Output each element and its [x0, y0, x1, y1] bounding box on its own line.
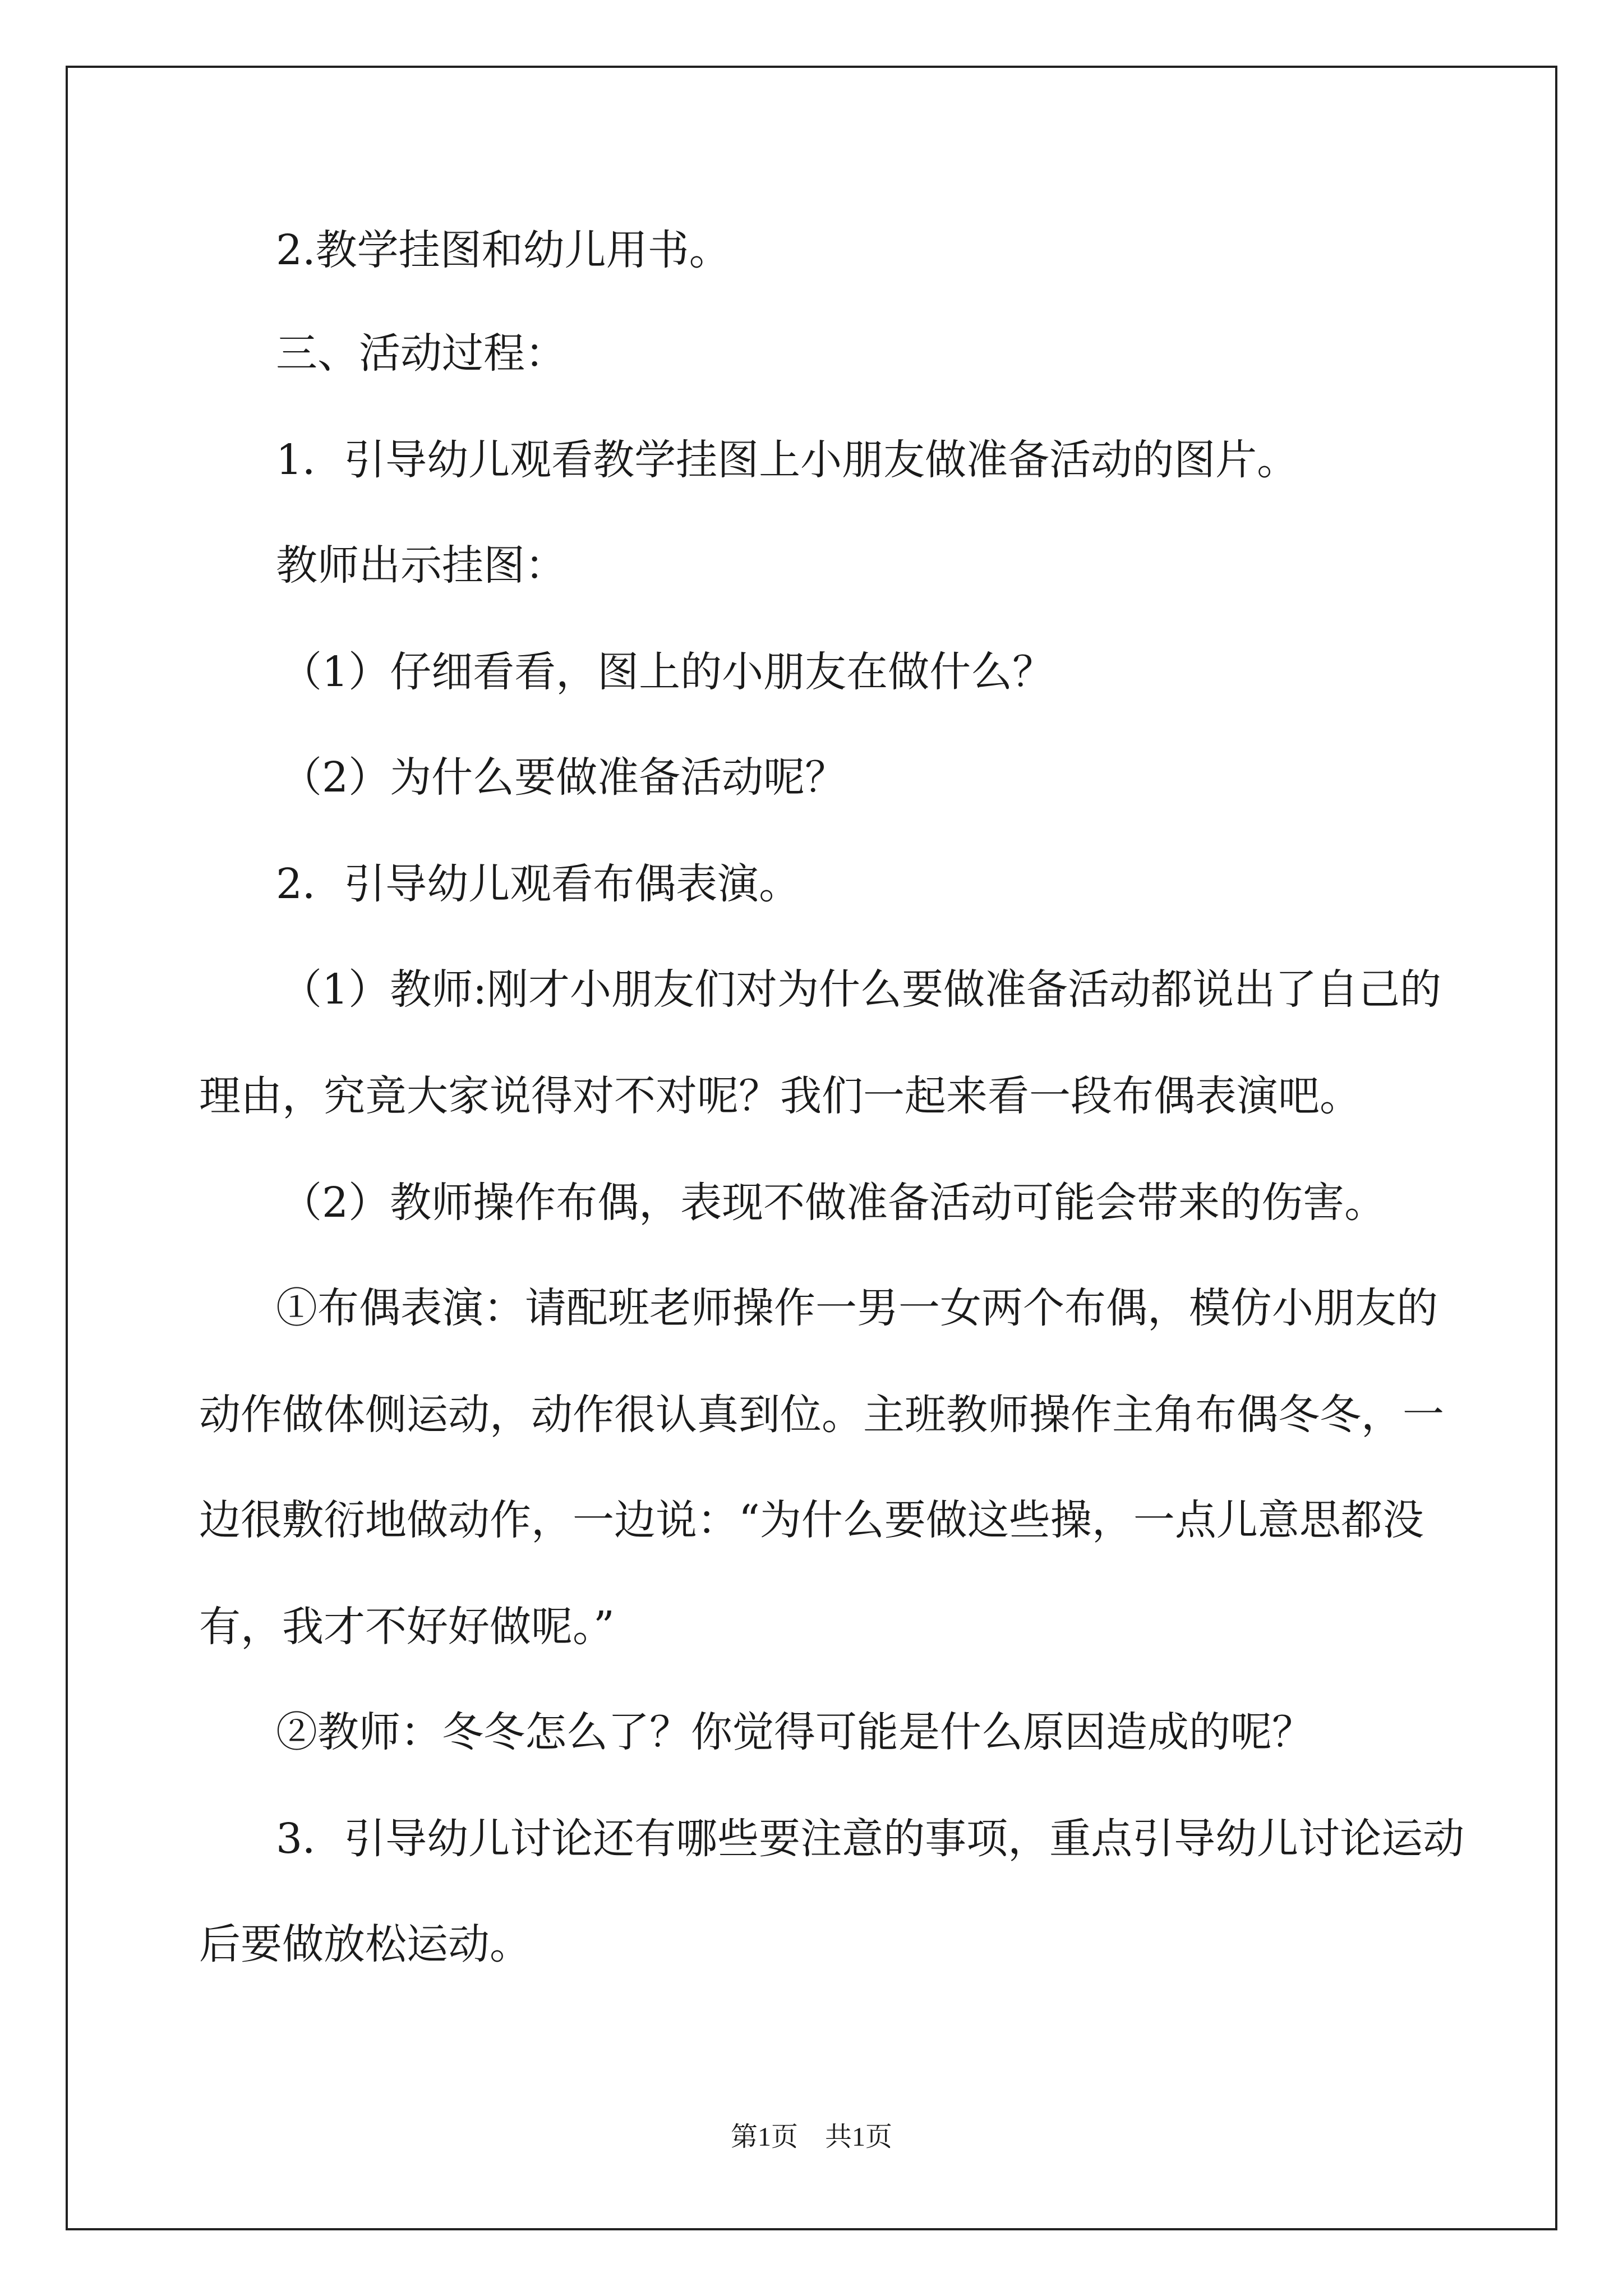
- page-number: 第1页: [730, 2122, 798, 2152]
- page-border: [66, 66, 1557, 2230]
- paragraph-teacher-question: ②教师：冬冬怎么了？你觉得可能是什么原因造成的呢？: [276, 1708, 1313, 1756]
- paragraph-teacher-1-line2: 理由，究竟大家说得对不对呢？我们一起来看一段布偶表演吧。: [199, 1072, 1361, 1120]
- section-heading-activity-process: 三、活动过程：: [276, 329, 566, 378]
- paragraph-materials: 2.教学挂图和幼儿用书。: [276, 226, 731, 274]
- paragraph-puppet-show-line2: 动作做体侧运动，动作很认真到位。主班教师操作主角布偶冬冬，一: [199, 1391, 1444, 1439]
- step-3-heading-line2: 后要做放松运动。: [199, 1920, 531, 1968]
- page-total: 共1页: [825, 2122, 893, 2152]
- paragraph-teacher-shows-chart: 教师出示挂图：: [276, 541, 566, 590]
- question-1: （1）仔细看看，图上的小朋友在做什么？: [280, 648, 1054, 696]
- page-footer: [0, 2120, 1623, 2154]
- paragraph-teacher-2: （2）教师操作布偶，表现不做准备活动可能会带来的伤害。: [280, 1179, 1386, 1227]
- paragraph-teacher-1-line1: （1）教师:刚才小朋友们对为什么要做准备活动都说出了自己的: [280, 965, 1442, 1014]
- paragraph-puppet-show-line3: 边很敷衍地做动作，一边说：“为什么要做这些操，一点儿意思都没: [199, 1496, 1424, 1544]
- step-1-heading: 1．引导幼儿观看教学挂图上小朋友做准备活动的图片。: [276, 436, 1299, 484]
- paragraph-puppet-show-line1: ①布偶表演：请配班老师操作一男一女两个布偶，模仿小朋友的: [276, 1284, 1438, 1332]
- step-2-heading: 2．引导幼儿观看布偶表演。: [276, 860, 801, 908]
- paragraph-puppet-show-line4: 有，我才不好好做呢。”: [199, 1603, 615, 1651]
- step-3-heading-line1: 3．引导幼儿讨论还有哪些要注意的事项，重点引导幼儿讨论运动: [276, 1815, 1465, 1863]
- question-2: （2）为什么要做准备活动呢？: [280, 753, 847, 802]
